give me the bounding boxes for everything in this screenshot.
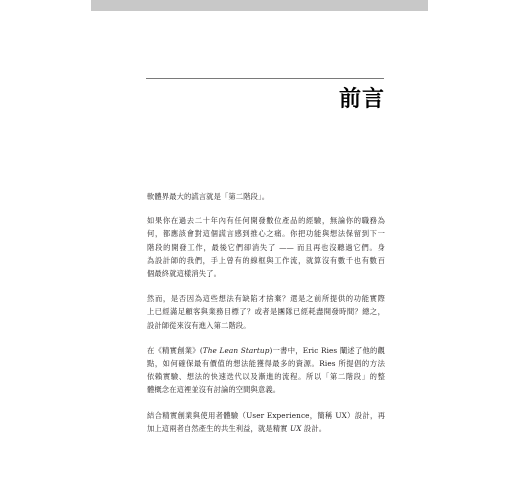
paragraph-4	[147, 344, 385, 397]
paragraph-5	[147, 409, 385, 435]
text-line: 然而，是否因為這些想法有缺陷才捨棄？還是之前所提供的功能實際	[147, 294, 385, 304]
text-line: 依賴實驗、想法的快速迭代以及漸進的流程。所以「第二階段」的整	[147, 372, 385, 382]
text-line: 上已經滿足顧客與業務目標了？或者是團隊已經耗盡開發時間？總之，	[147, 307, 385, 317]
text-line: 階段的開發工作，最後它們卻消失了 —— 而且再也沒聽過它們。身	[147, 242, 385, 252]
text-line: 如果你在過去二十年內有任何開發數位產品的經驗，無論你的職務為	[147, 216, 385, 226]
book-title-english: The Lean Startup	[202, 345, 270, 355]
book-title-suffix: )一書中，Eric Ries 闡述了他的觀	[269, 345, 385, 355]
book-title-prefix: 在《精實創業》(	[147, 345, 203, 355]
title-divider	[146, 78, 384, 79]
text-line: 結合精實創業與使用者體驗（User Experience，簡稱 UX）設計，再	[147, 410, 385, 420]
paragraph-1	[147, 190, 385, 203]
text-line	[147, 422, 385, 435]
text-line: 設計師從來沒有進入第二階段。	[147, 320, 251, 330]
paragraph-2	[147, 214, 385, 280]
body-text	[147, 190, 385, 447]
closing-suffix: 設計。	[301, 423, 327, 433]
closing-prefix: 加上這兩者自然產生的共生利益，就是精實	[147, 423, 290, 433]
text-line: 體概念在這裡並沒有討論的空間與意義。	[147, 385, 281, 395]
text-line: 為設計師的我們，手上曾有的線框與工作流，就算沒有數千也有數百	[147, 255, 385, 265]
text-line	[147, 344, 385, 357]
page-title: 前言	[338, 87, 385, 112]
top-header-bar	[91, 0, 428, 11]
text-line: 何，都應該會對這個謊言感到推心之痛。你把功能與想法保留到下一	[147, 229, 385, 239]
paragraph-3	[147, 292, 385, 332]
ux-italic: UX	[289, 423, 302, 433]
text-line: 個最終就這樣消失了。	[147, 269, 221, 279]
text-line: 點，如何確保最有價值的想法能獲得最多的資源。Ries 所提倡的方法	[147, 359, 385, 369]
text-line: 軟體界最大的謊言就是「第二階段」。	[147, 192, 270, 201]
